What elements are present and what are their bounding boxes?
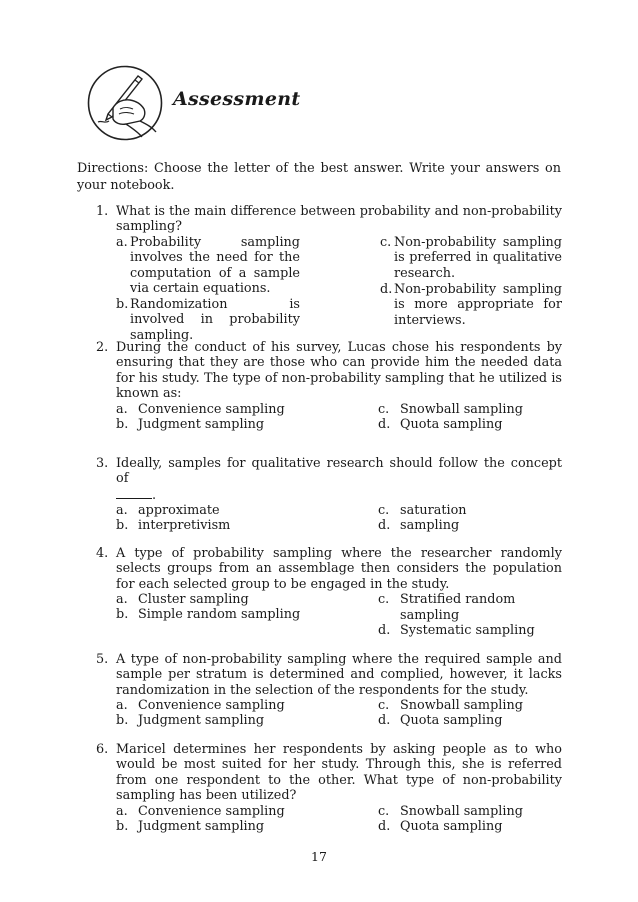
option-text: sampling — [400, 518, 460, 534]
option-text: Cluster sampling — [138, 592, 249, 608]
option-a[interactable] — [116, 592, 316, 607]
option-text: Non-probability sampling is more appropriate for interviews. — [394, 281, 562, 328]
question-stem: Maricel determines her respondents by asking people as to who would be most suited for her study. Through this, she is referred from one respondent to the other. What type of non-probability sampling has been utilized? — [116, 742, 562, 804]
question-number: 6. — [96, 742, 109, 757]
option-text: Stratified random sampling — [400, 592, 516, 623]
question-4 — [96, 546, 562, 639]
stem-period: . — [152, 487, 157, 503]
option-text: Non-probability sampling is preferred in qualitative research. — [394, 234, 562, 281]
option-letter: c. — [378, 401, 390, 417]
option-text: Randomization is involved in probability sampling. — [130, 296, 300, 343]
option-text: Quota sampling — [400, 713, 503, 729]
option-text: Judgment sampling — [138, 416, 265, 432]
option-letter: b. — [116, 818, 129, 834]
option-d[interactable] — [380, 282, 562, 328]
option-letter: c. — [380, 234, 392, 250]
option-c[interactable] — [378, 592, 518, 623]
question-3 — [96, 456, 562, 534]
option-a[interactable] — [116, 402, 316, 417]
question-number: 5. — [96, 652, 109, 667]
option-text: Probability sampling involves the need for the computation of a sample via certain equations. — [130, 234, 300, 297]
option-text: Convenience sampling — [138, 803, 285, 819]
option-letter: d. — [378, 416, 391, 432]
option-b[interactable] — [116, 819, 316, 834]
option-text: Simple random sampling — [138, 607, 301, 623]
option-b[interactable] — [116, 607, 316, 622]
option-letter: b. — [116, 416, 129, 432]
option-letter: a. — [116, 698, 128, 714]
option-a[interactable] — [116, 235, 300, 297]
hand-writing-icon — [86, 64, 164, 142]
question-number: 4. — [96, 546, 109, 561]
option-letter: c. — [378, 592, 390, 608]
option-c[interactable] — [378, 804, 578, 819]
option-d[interactable] — [378, 819, 578, 834]
option-text: interpretivism — [138, 518, 231, 534]
option-c[interactable] — [380, 235, 562, 281]
option-text: Convenience sampling — [138, 401, 285, 417]
question-stem: What is the main difference between probability and non-probability sampling? — [116, 204, 562, 235]
option-letter: a. — [116, 234, 128, 250]
option-text: Quota sampling — [400, 416, 503, 432]
option-text: Judgment sampling — [138, 818, 265, 834]
question-stem: A type of non-probability sampling where the required sample and sample per stratum is determined and complied, however, it lacks randomization in the selection of the respondents for the study. — [116, 652, 562, 698]
option-text: Snowball sampling — [400, 803, 523, 819]
option-letter: d. — [378, 818, 391, 834]
option-letter: a. — [116, 401, 128, 417]
option-b[interactable] — [116, 297, 300, 343]
question-number: 3. — [96, 456, 109, 471]
option-text: Snowball sampling — [400, 401, 523, 417]
question-stem-text: Ideally, samples for qualitative research should follow the concept of — [116, 456, 562, 487]
option-letter: b. — [116, 518, 129, 534]
directions-text: Directions: Choose the letter of the best answer. Write your answers on your notebook. — [77, 161, 561, 193]
question-6 — [96, 742, 562, 834]
option-a[interactable] — [116, 698, 316, 713]
option-a[interactable] — [116, 503, 316, 518]
option-letter: d. — [380, 281, 393, 297]
option-b[interactable] — [116, 518, 316, 533]
option-letter: b. — [116, 296, 129, 312]
option-b[interactable] — [116, 713, 316, 728]
option-c[interactable] — [378, 402, 578, 417]
option-text: approximate — [138, 503, 220, 519]
question-stem: A type of probability sampling where the researcher randomly selects groups from an assemblage then considers the population for each selected group to be engaged in the study. — [116, 546, 562, 592]
question-2 — [96, 340, 562, 432]
option-letter: d. — [378, 623, 391, 639]
option-text: saturation — [400, 503, 467, 519]
option-text: Convenience sampling — [138, 698, 285, 714]
option-text: Snowball sampling — [400, 698, 523, 714]
option-text: Systematic sampling — [400, 623, 535, 639]
question-stem — [116, 456, 562, 503]
question-number: 2. — [96, 340, 109, 355]
answer-blank — [116, 487, 152, 499]
question-5 — [96, 652, 562, 729]
option-d[interactable] — [378, 623, 578, 638]
option-letter: c. — [378, 803, 390, 819]
option-d[interactable] — [378, 713, 578, 728]
option-letter: a. — [116, 803, 128, 819]
question-1 — [96, 204, 562, 343]
option-c[interactable] — [378, 698, 578, 713]
option-letter: d. — [378, 518, 391, 534]
option-a[interactable] — [116, 804, 316, 819]
option-b[interactable] — [116, 417, 316, 432]
option-d[interactable] — [378, 417, 578, 432]
page-number: 17 — [311, 849, 327, 864]
question-number: 1. — [96, 204, 109, 219]
option-letter: d. — [378, 713, 391, 729]
option-c[interactable] — [378, 503, 578, 518]
option-text: Judgment sampling — [138, 713, 265, 729]
page-title: Assessment — [173, 88, 301, 110]
option-d[interactable] — [378, 518, 578, 533]
option-letter: c. — [378, 503, 390, 519]
option-text: Quota sampling — [400, 818, 503, 834]
option-letter: c. — [378, 698, 390, 714]
option-letter: a. — [116, 592, 128, 608]
question-stem: During the conduct of his survey, Lucas chose his respondents by ensuring that they are those who can provide him the needed data for his study. The type of non-probability sampling that he utilized is known as: — [116, 340, 562, 402]
option-letter: a. — [116, 503, 128, 519]
option-letter: b. — [116, 713, 129, 729]
option-letter: b. — [116, 607, 129, 623]
